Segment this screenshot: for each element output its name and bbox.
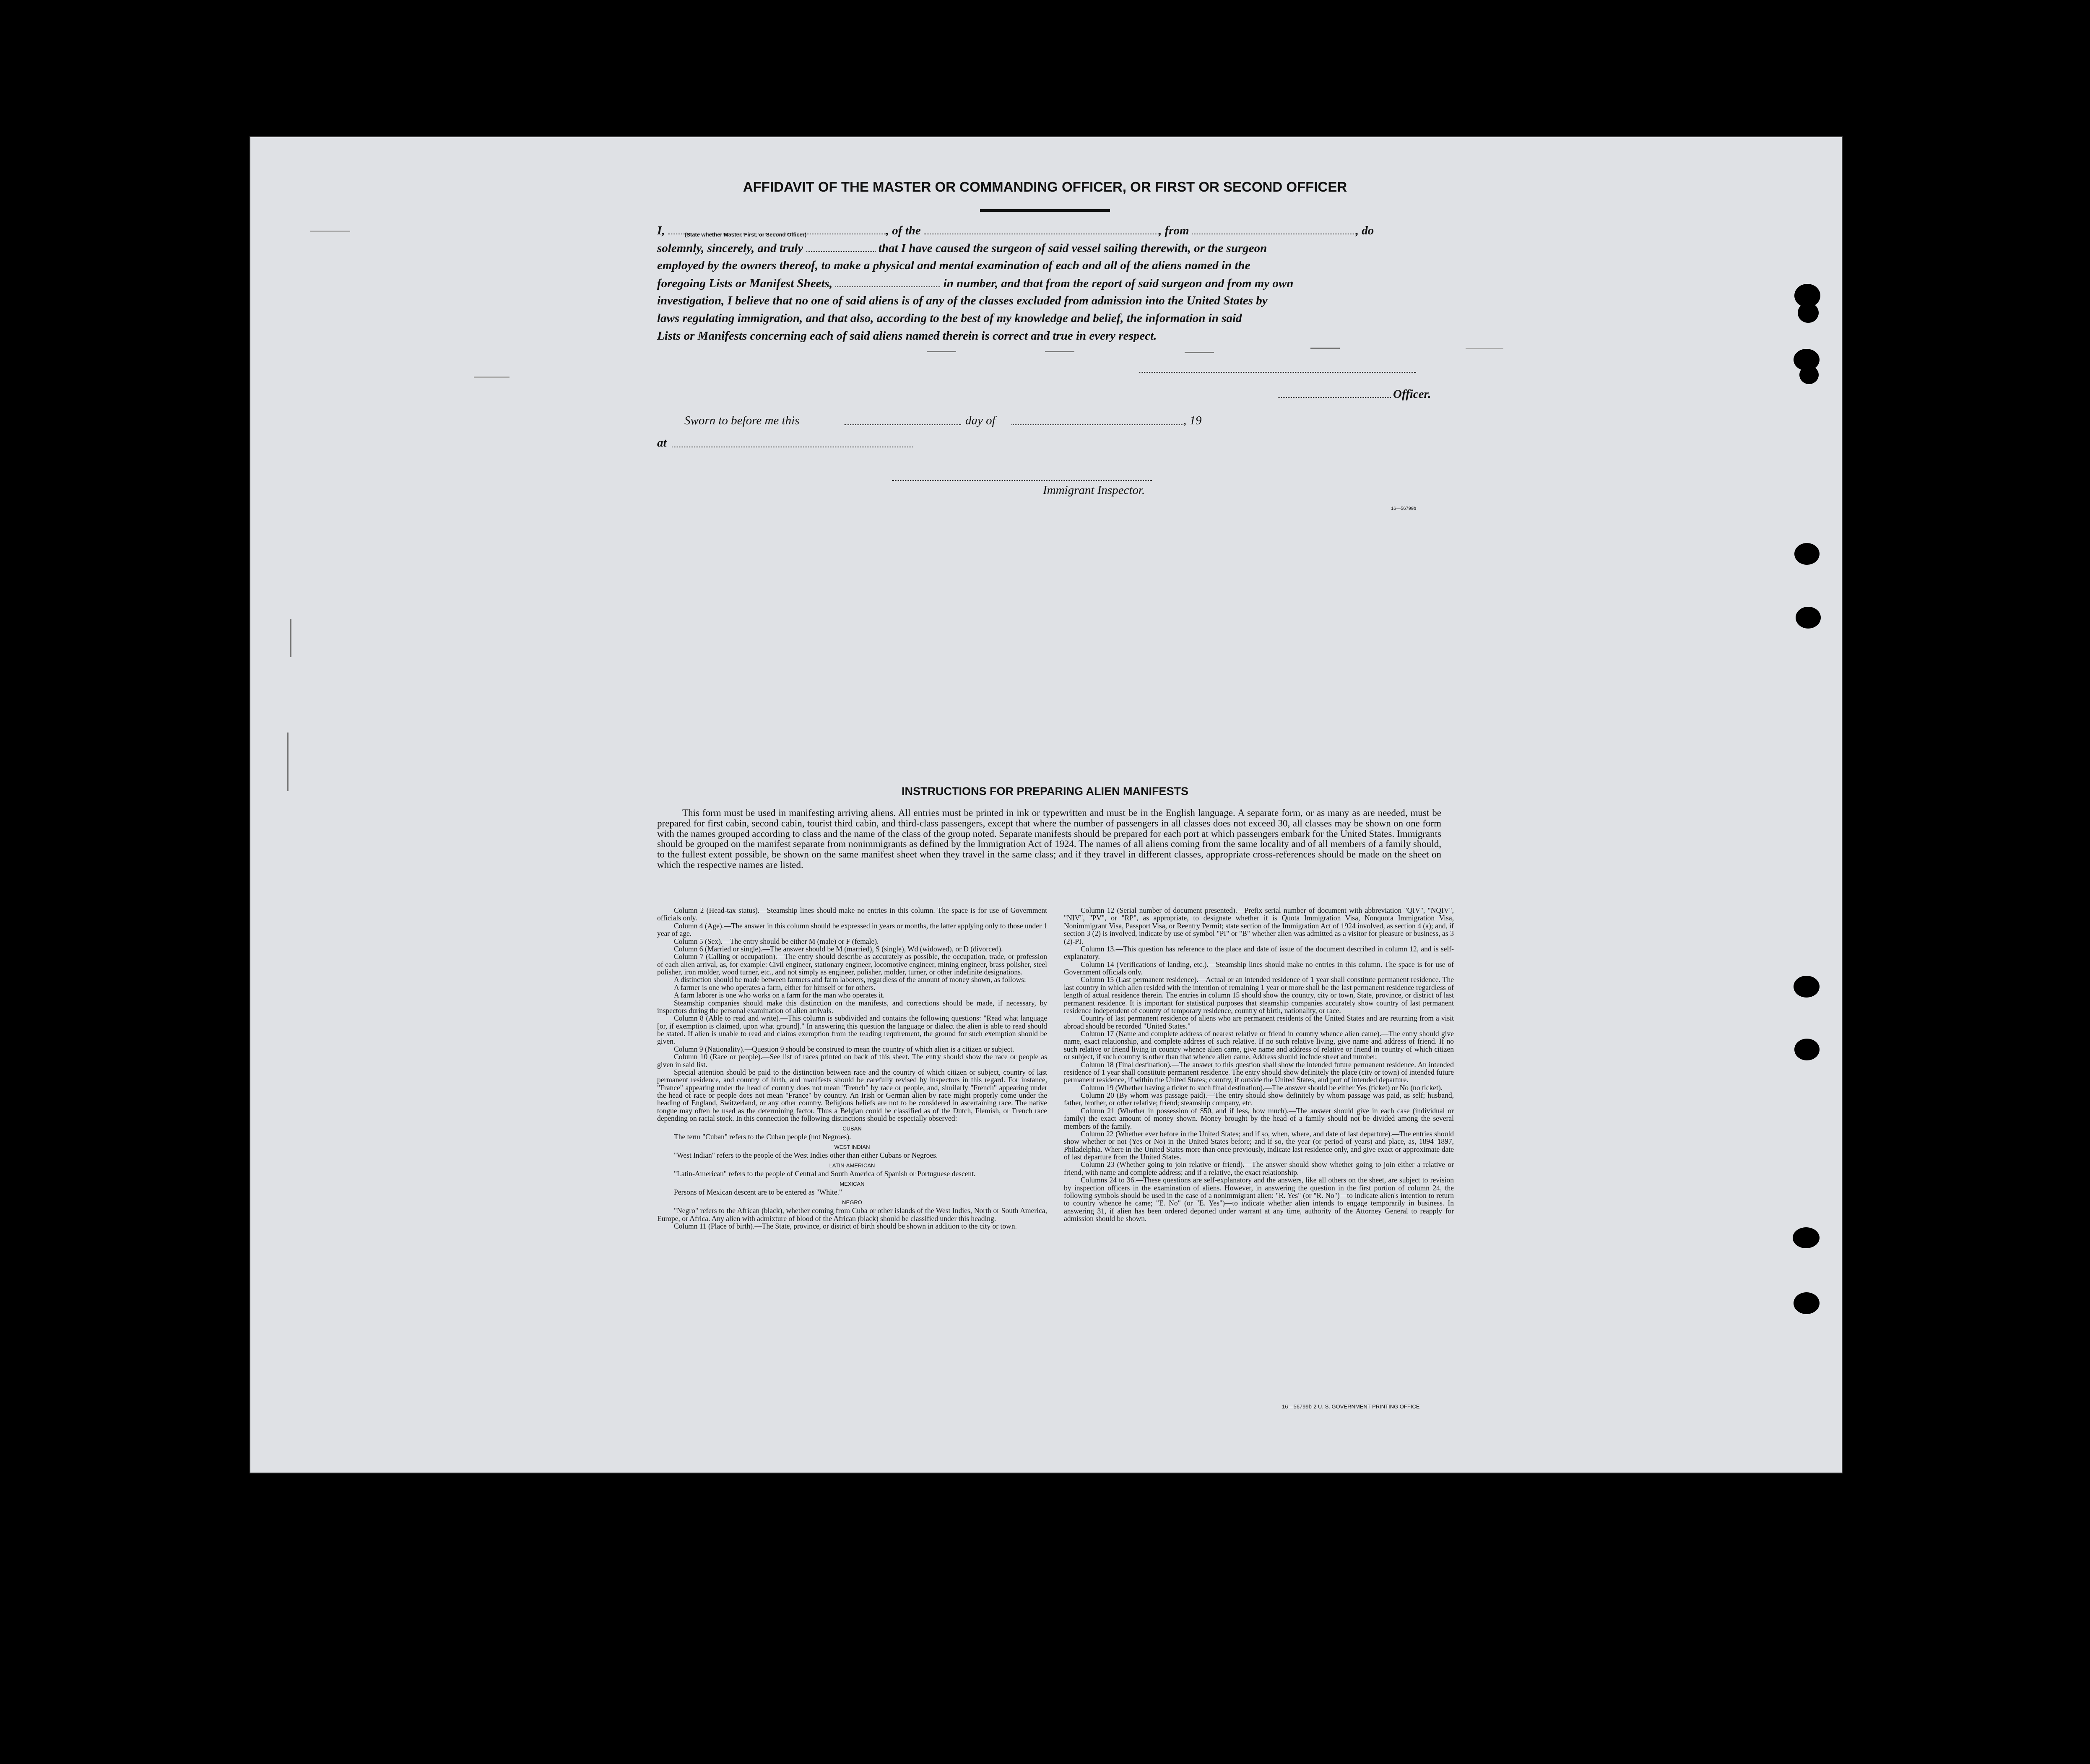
negro-text: "Negro" refers to the African (black), whether coming from Cuba or other islands of the West Indies, North or South America, Europe, or Africa. Any alien with admixture of blood of the African (black) should be classified under this heading. [657,1206,1047,1223]
oath-line-3: employed by the owners thereof, to make a physical and mental examination of each and all of the aliens named in the [657,259,1250,272]
instruction-paragraph: Column 9 (Nationality).—Question 9 should be construed to mean the country of which alien is a citizen or subject. [674,1044,1014,1053]
port-blank[interactable] [1192,224,1356,234]
punch-hole [1793,1227,1820,1248]
west-indian-text: "West Indian" refers to the people of the West Indies other than either Cubans or Negroes. [674,1151,938,1160]
instruction-paragraph: Column 22 (Whether ever before in the United States; and if so, when, where, and date of last departure).—The entries should show whether or not (Yes or No) in the United States before; and if so, the year (or period of years) and place, as, 1894–1897, Philadelphia. Where in the United States more than once previously, indicate last residence only, and give exact or approximate date of last departure from the United States. [1064,1129,1454,1161]
oath-of-the: , of the [886,224,921,237]
sworn-day-blank[interactable] [844,424,961,425]
scan-mark [1310,348,1340,349]
scan-mark [290,619,291,657]
officer-blank[interactable] [1278,397,1391,398]
number-blank[interactable] [835,277,940,287]
manifest-sheet [250,137,1842,1473]
title-rule [980,209,1110,212]
instruction-paragraph: A farm laborer is one who works on a farm for the man who operates it. [674,991,885,1000]
signature-line[interactable] [1139,372,1416,373]
punch-hole [1798,303,1819,323]
scan-mark [310,231,350,232]
oath-do: , do [1355,224,1374,237]
mexican-heading: MEXICAN [840,1180,865,1187]
vessel-blank[interactable] [924,224,1159,234]
scan-mark [287,733,289,791]
oath-line-7: Lists or Manifests concerning each of said aliens named therein is correct and true in every respect. [657,329,1157,343]
punch-hole [1794,1292,1820,1314]
instruction-paragraph: Column 12 (Serial number of document presented).—Prefix serial number of document with abbreviation "QIV", "NQIV", "NIV", "PV", or "RP", as appropriate, to designate whether it is Quota Immigration Visa, Nonquota Immigration Visa, Nonimmigrant Visa, Passport Visa, or Reentry Permit; state section of the Immigration Act of 1924 involved, as section 4 (a); and, if section 3 (2) is involved, indicate by use of symbol "PI" or "B" whether alien was admitted as a visitor for pleasure or business, as 3 (2)-PI. [1064,906,1454,946]
punch-hole [1794,976,1820,998]
instruction-paragraph: A distinction should be made between farmers and farm laborers, regardless of the amount of money shown, as follows: [674,975,1026,984]
column-11-text: Column 11 (Place of birth).—The State, province, or district of birth should be shown in addition to the city or town. [674,1221,1017,1230]
cuban-text: The term "Cuban" refers to the Cuban people (not Negroes). [674,1133,851,1141]
instruction-paragraph: Column 13.—This question has reference to the place and date of issue of the document described in column 12, and is self-explanatory. [1064,944,1454,961]
instructions-title: INSTRUCTIONS FOR PREPARING ALIEN MANIFESTS [901,785,1189,798]
oath-i: I, [657,224,665,237]
scan-mark [1466,348,1503,349]
instruction-paragraph: Column 10 (Race or people).—See list of races printed on back of this sheet. The entry should show the race or people as given in said list. [657,1052,1047,1069]
instructions-left-column [657,907,1047,1230]
instruction-paragraph: Column 18 (Final destination).—The answer to this question shall show the intended future permanent residence. An intended residence of 1 year shall constitute permanent residence. The entry should show definitely the place (city or town) of intended future permanent residence, if within the United States; country, if outside the United States, and port of intended departure. [1064,1060,1454,1084]
scan-mark [1045,351,1074,352]
oath-line-5: investigation, I believe that no one of said aliens is of any of the classes excluded from admission into the United States by [657,294,1268,307]
latin-american-heading: LATIN-AMERICAN [829,1162,875,1169]
negro-heading: NEGRO [842,1199,862,1205]
latin-american-text: "Latin-American" refers to the people of Central and South America of Spanish or Portuguese descent. [674,1169,976,1178]
instruction-paragraph: Column 21 (Whether in possession of $50, and if less, how much).—The answer should give in each case (individual or family) the exact amount of money shown. Money brought by the head of a family should not be divided among the several members of the family. [1064,1106,1454,1130]
oath-foregoing: foregoing Lists or Manifest Sheets, [657,277,833,290]
scan-mark [474,377,510,378]
cuban-heading: CUBAN [842,1125,862,1132]
instruction-paragraph: Columns 24 to 36.—These questions are self-explanatory and the answers, like all others on the sheet, are subject to revision by inspection officers in the examination of aliens. However, in answering the question in the first portion of column 24, the following symbols should be used in the case of a nonimmigrant alien: "R. Yes" (or "R. No")—to indicate alien's intention to return to country whence he came; "E. No" (or "E. Yes")—to indicate whether alien intends to engage temporarily in business. In answering 31, if alien has been ordered deported under warrant at any time, authority of the Attorney General to reapply for admission should be shown. [1064,1176,1454,1223]
instruction-paragraph: Special attention should be paid to the distinction between race and the country of which citizen or subject, country of last permanent residence, and country of birth, and manifests should be carefully revised by inspectors in this regard. For instance, "France" appearing under the head of country does not mean "French" by race or people, and, similarly "French" appearing under the head of race or people does not mean "France" by country. An Irish or German alien by race might properly come under the heading of England, Switzerland, or any other country. Religious beliefs are not to be considered in ascertaining race. The native tongue may often be used as the determining factor. Thus a Belgian could be classified as of the Dutch, Flemish, or French race depending on racial stock. In this connection the following distinctions should be especially observed: [657,1068,1047,1123]
oath-from: , from [1159,224,1189,237]
oath-line-4 [657,277,1689,290]
oath-surgeon: that I have caused the surgeon of said vessel sailing therewith, or the surgeon [878,242,1267,255]
printing-office-code: 16—56799b-2 U. S. GOVERNMENT PRINTING OFFICE [1282,1403,1420,1410]
year-label: , 19 [1183,414,1202,427]
sworn-month-blank[interactable] [1011,424,1183,425]
oath-line-6: laws regulating immigration, and that also, according to the best of my knowledge and belief, the information in said [657,312,1242,325]
oath-in-number: in number, and that from the report of said surgeon and from my own [943,277,1294,290]
punch-hole [1799,366,1819,384]
instruction-paragraph: Column 7 (Calling or occupation).—The entry should describe as accurately as possible, the occupation, trade, or profession of each alien arrival, as, for example: Civil engineer, stationary engineer, locomotive engineer, mining engineer, brass polisher, steel polisher, iron molder, wood turner, etc., and not simply as engineer, polisher, molder, turner, or other indefinite designations. [657,952,1047,976]
instruction-paragraph: Column 8 (Able to read and write).—This column is subdivided and contains the following questions: "Read what language [or, if exemption is claimed, upon what ground]." In answering this question the language or dialect the alien is able to read should be stated. If alien is unable to read and claims exemption from the reading requirement, the ground for such exemption should be given. [657,1014,1047,1046]
oath-line-1 [657,224,1689,237]
instructions-intro: This form must be used in manifesting arriving aliens. All entries must be printed in ink or typewritten and must be in the English language. A separate form, or as many as are needed, must be prepared for first cabin, second cabin, tourist third cabin, and third-class passengers, except that where the number of passengers in all classes does not exceed 30, all classes may be shown on one form with the names grouped according to class and the name of the class of the group noted. Separate manifests should be prepared for each port at which passengers embark for the United States. Immigrants should be grouped on the manifest separate from nonimmigrants as defined by the Immigration Act of 1924. The names of all aliens coming from the same locality and of all members of a family should, to the fullest extent possible, be shown on the same manifest sheet when they travel in the same class; and if they travel in different classes, appropriate cross-references should be made on the sheet on which the respective names are listed. [657,808,1441,870]
west-indian-heading: WEST INDIAN [834,1143,870,1150]
instruction-paragraph: Column 4 (Age).—The answer in this column should be expressed in years or months, the latter applying only to those under 1 year of age. [657,921,1047,938]
punch-hole [1794,1039,1820,1060]
sworn-label: Sworn to before me this [684,414,800,427]
oath-solemnly: solemnly, sincerely, and truly [657,242,803,255]
instruction-paragraph: A farmer is one who operates a farm, either for himself or for others. [674,983,876,992]
affidavit-title: AFFIDAVIT OF THE MASTER OR COMMANDING OFFICER, OR FIRST OR SECOND OFFICER [743,179,1347,195]
instruction-paragraph: Column 20 (By whom was passage paid).—The entry should show definitely by whom passage was paid, as self; husband, father, brother, or other relative; friend; steamship company, etc. [1064,1091,1454,1107]
instruction-paragraph: Column 19 (Whether having a ticket to such final destination).—The answer should be either Yes (ticket) or No (no ticket). [1081,1083,1443,1092]
instruction-paragraph: Column 23 (Whether going to join relative or friend).—The answer should show whether going to join either a relative or friend, with name and complete address; and if a relative, the exact relationship. [1064,1160,1454,1177]
scan-mark [1185,352,1214,353]
officer-label: Officer. [1393,387,1431,401]
instruction-paragraph: Column 5 (Sex).—The entry should be either M (male) or F (female). [674,937,879,946]
instruction-paragraph: Column 14 (Verifications of landing, etc.).—Steamship lines should make no entries in this column. The space is for use of Government officials only. [1064,960,1454,976]
punch-hole [1796,607,1821,629]
at-label: at [657,436,667,449]
form-code: 16—56799b [1391,506,1416,511]
inspector-label: Immigrant Inspector. [1043,483,1145,497]
scan-mark [927,351,956,352]
inspector-signature-line[interactable] [892,480,1152,481]
instruction-paragraph: Column 15 (Last permanent residence).—Actual or an intended residence of 1 year shall constitute permanent residence. The last country in which alien resided with the intention of remaining 1 year or more shall be the last permanent residence regardless of length of actual residence therein. The entries in column 15 should show the country, city or town, State, province, or district of last permanent residence. It is important for statistical purposes that steamship companies accurately show country of last permanent residence independent of country of temporary residence, country of birth, nationality, or race. [1064,975,1454,1015]
mexican-text: Persons of Mexican descent are to be entered as "White." [674,1188,842,1197]
punch-hole [1794,543,1820,565]
instructions-right-column [1064,907,1454,1222]
instruction-paragraph: Steamship companies should make this distinction on the manifests, and corrections should be made, if necessary, by inspectors during the personal examination of alien arrivals. [657,998,1047,1015]
day-of-label: day of [965,414,996,427]
oath-line-2 [657,242,1689,255]
instruction-paragraph: Column 6 (Married or single).—The answer should be M (married), S (single), Wd (widowed), or D (divorced). [674,944,1003,953]
instruction-paragraph: Column 17 (Name and complete address of nearest relative or friend in country whence alien came).—The entry should give name, exact relationship, and complete address of such relative. If no such relative living, give name and address of friend. If no such relative or friend living in country whence alien came, give name and address of relative or friend in country of which citizen or subject, if such country is other than that whence alien came. Address should include street and number. [1064,1029,1454,1061]
instruction-paragraph: Column 2 (Head-tax status).—Steamship lines should make no entries in this column. The space is for use of Government officials only. [657,906,1047,922]
sworn-blank[interactable] [806,242,876,252]
officer-name-blank[interactable] [668,224,886,238]
instruction-paragraph: Country of last permanent residence of aliens who are permanent residents of the United States and are returning from a visit abroad should be recorded "United States." [1064,1014,1454,1030]
state-note: (State whether Master, First, or Second Officer) [684,231,807,238]
